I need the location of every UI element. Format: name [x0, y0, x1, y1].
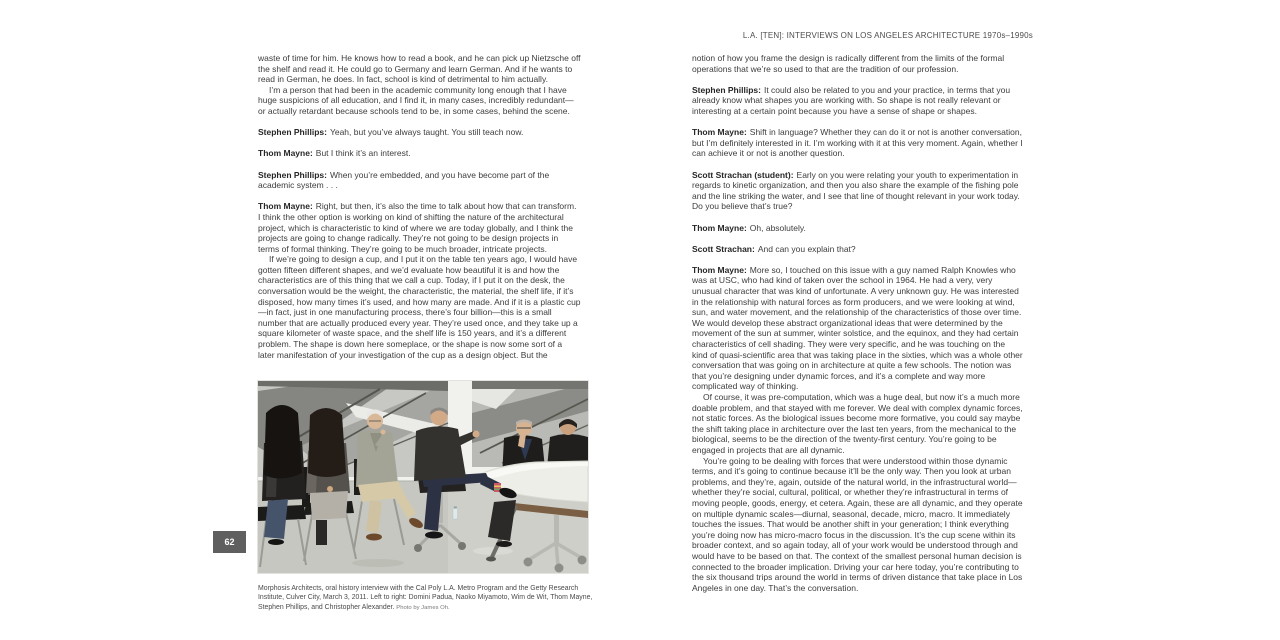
photo-credit: Photo by James Oh.: [396, 604, 450, 611]
speaker-name: Stephen Phillips:: [258, 127, 327, 138]
water-bottle: [453, 507, 458, 520]
speaker-name: Stephen Phillips:: [258, 169, 327, 180]
dialogue-paragraph: [258, 127, 581, 138]
dialogue-paragraph: [692, 223, 1023, 234]
dialogue-paragraph: [692, 53, 1023, 74]
dialogue-paragraph: [692, 170, 1023, 212]
dialogue-paragraph: [258, 85, 581, 117]
paragraph-text: If we’re going to design a cup, and I put it on the table ten years ago, I would have gotten fifteen different shapes, and we’d evaluate how beautiful it is and how the characteristics are of this thing that we call a cup. Today, if I put it on the desk, the conversation would be the weight, the characteristic, the material, the shelf life, if it’s disposed, how many times it’s used, and how many are made. And if it is a plastic cup—in fact, just in one manufacturing process, there’s four billion—this is a small number that are actually produced every year. They’re used once, and they take up a square kilometer of waste space, and the shelf life is 150 years, and it’s a different problem. The shape is down here someplace, or the shape is now some sort of a later manifestation of your investigation of the cup as a design object. But the: [258, 254, 581, 360]
speaker-name: Thom Mayne:: [258, 148, 313, 159]
photo-caption: [258, 584, 594, 613]
paragraph-text: Of course, it was pre-computation, which was a huge deal, but now it’s a much more doable problem, and that stayed with me forever. We deal with complex dynamic forces, not static forces. As the biological issues become more formative, you could say maybe the shift taking place in architecture over the last ten years, from the mechanical to the biological, seems to be the direction of the twenty-first century. You’re going to be engaged in projects that are all dynamic.: [692, 392, 1023, 455]
interview-photo-art: [258, 381, 588, 573]
dialogue-paragraph: [258, 148, 581, 159]
paragraph-text: And can you explain that?: [757, 243, 856, 254]
dialogue-paragraph: [258, 254, 581, 360]
right-page-text-column: [692, 53, 1023, 593]
paragraph-text: More so, I touched on this issue with a guy named Ralph Knowles who was at USC, who had kind of taken over the school in 1964. He had a very, very unusual character that was kind of unfortunate. A very unknown guy. He was interested in the relationship with natural forces as form producers, and we were looking at wind, sun, and water movement, and the relationship of the characteristics of those over time. We would develop these abstract organizational ideas that were determined by the movement of the sun at summer, winter solstice, and the equinox, and they had certain characteristics of cell shading. They were very specific, and he was touching on the kind of quasi-scientific area that was taking place in the sixties, which was a whole other conversation that was going on in architecture at quite a few schools. The notion was that you’re designing under dynamic forces, and it’s a complete and way more complicated way of thinking.: [692, 264, 1023, 392]
dialogue-paragraph: [692, 127, 1023, 159]
paragraph-text: When you’re embedded, and you have become part of the academic system . . .: [258, 169, 550, 191]
paragraph-text: It could also be related to you and your practice, in terms that you already know what shapes you are working with. So shape is not really relevant or interesting at a certain point because you have a sense of shape or shapes.: [692, 84, 1011, 116]
dialogue-paragraph: [692, 456, 1023, 594]
page-number: 62: [224, 537, 235, 547]
photo-caption-text: Morphosis Architects, oral history interview with the Cal Poly L.A. Metro Program and the Getty Research Institute, Culver City, March 3, 2011. Left to right: Domini Padua, Naoko Miyamoto, Wim de Wit, Thom Mayne, Stephen Phillips, and Christopher Alexander.: [258, 585, 593, 611]
paragraph-text: Oh, absolutely.: [749, 222, 806, 233]
speaker-name: Stephen Phillips:: [692, 84, 761, 95]
speaker-name: Thom Mayne:: [258, 201, 313, 212]
dialogue-paragraph: [258, 201, 581, 254]
paragraph-text: Right, but then, it’s also the time to talk about how that can transform. I think the other option is working on kind of shifting the nature of the architectural project, which is characteristic to kind of where we are today globally, and I think the projects are going to change radically. They’re not going to be design projects in terms of formal thinking. They’re going to be much broader, intricate projects.: [258, 201, 577, 254]
dialogue-paragraph: [692, 265, 1023, 392]
paragraph-text: waste of time for him. He knows how to read a book, and he can pick up Nietzsche off the shelf and read it. He could go to Germany and learn German. And if he wants to read in German, he does. In fact, school is kind of detrimental to him actually.: [258, 53, 581, 85]
running-header: L.A. [TEN]: INTERVIEWS ON LOS ANGELES ARCHITECTURE 1970s–1990s: [742, 31, 1033, 40]
dialogue-paragraph: [258, 170, 581, 191]
dialogue-paragraph: [692, 85, 1023, 117]
paragraph-text: Yeah, but you’ve always taught. You still teach now.: [329, 127, 524, 138]
speaker-name: Thom Mayne:: [692, 222, 747, 233]
paragraph-text: Shift in language? Whether they can do it or not is another conversation, but I’m definitely interested in it. I’m working with it at this very moment. Again, whether I can achieve it or not is another question.: [692, 127, 1023, 159]
speaker-name: Scott Strachan:: [692, 243, 755, 254]
dialogue-paragraph: [692, 392, 1023, 456]
interview-photo: [258, 381, 588, 573]
paragraph-text: But I think it’s an interest.: [315, 148, 411, 159]
paragraph-text: I’m a person that had been in the academic community long enough that I have huge suspicions of all education, and I find it, in many cases, incredibly redundant—or actually retardant because schools tend to be, in some cases, behind the scene.: [258, 84, 574, 116]
speaker-name: Scott Strachan (student):: [692, 169, 794, 180]
speaker-name: Thom Mayne:: [692, 264, 747, 275]
paragraph-text: You’re going to be dealing with forces that were understood within those dynamic terms, and it’s going to continue because it’ll be the only way. Then you look at urban problems, and they’re, again, outside of the natural world, in the infrastructural world—whether they’re social, cultural, political, or whether they’re infrastructural in terms of moving people, goods, energy, et cetera. Again, these are all dynamic, and they operate on multiple dynamic scales—diurnal, seasonal, decade, micro, macro. It immediately touches the issues. That would be another shift in your generation; I think everything you’re doing now has micro-macro focus in the discussion. It’s the cup scene within its broader context, and so again today, all of your work would be understood through and would have to be based on that. The context of the smallest personal human decision is connected to the broader implication. Driving your car here today, you’re contributing to the six thousand trips around the world in terms of driven distance that take place in Los Angeles in one day. That’s the conversation.: [692, 455, 1023, 593]
left-page-text-column: [258, 53, 581, 360]
dialogue-paragraph: [692, 244, 1023, 255]
page-number-badge: [213, 531, 246, 553]
paragraph-text: Early on you were relating your youth to experimentation in regards to kinetic organization, and then you also share the example of the fishing pole and the line striking the water, and I see that line of thought relevant in your work today. Do you believe that’s true?: [692, 169, 1020, 212]
dialogue-paragraph: [258, 53, 581, 85]
speaker-name: Thom Mayne:: [692, 127, 747, 138]
paragraph-text: notion of how you frame the design is radically different from the limits of the formal operations that we’re so used to that are the tradition of our profession.: [692, 53, 1005, 74]
